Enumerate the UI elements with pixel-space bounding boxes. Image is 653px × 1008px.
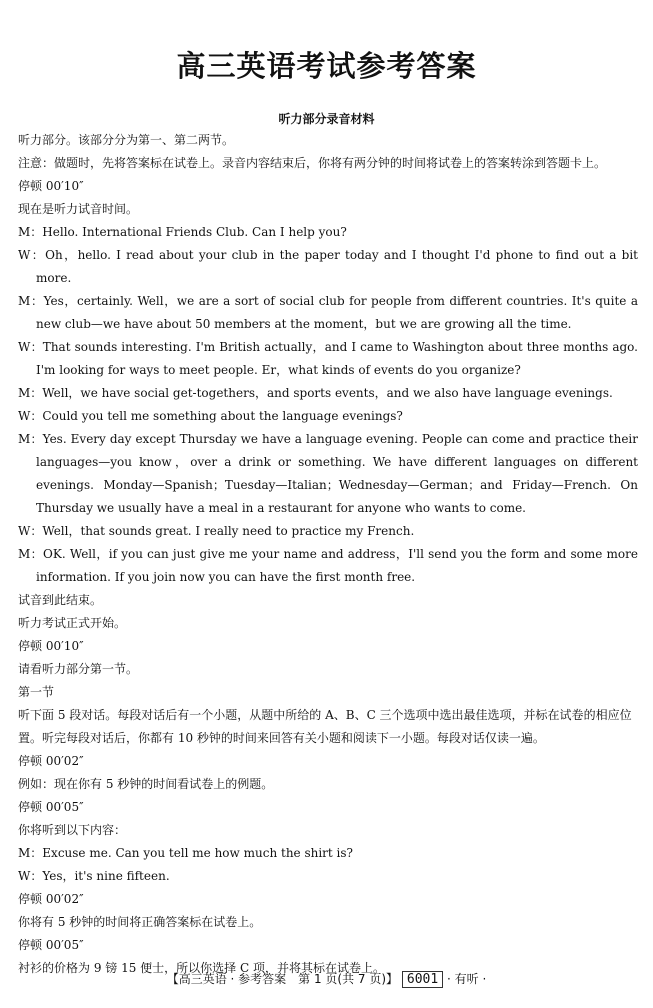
- dialogue-line: M：Well，we have social get-togethers，and sports events，and we also have language evenings.: [18, 386, 613, 400]
- transcript-body: [18, 129, 638, 980]
- dialogue-line: W：That sounds interesting. I'm British actually，and I came to Washington about three months ago. I'm looking for ways to meet people. Er，what kinds of events do you organize?: [18, 340, 638, 377]
- transcript-line: M：Excuse me. Can you tell me how much the shirt is?: [18, 846, 353, 860]
- transcript-line: 衬衫的价格为 9 镑 15 便士，所以你选择 C 项，并将其标在试卷上。: [18, 961, 385, 975]
- footer-label: 【高三英语 · 参考答案 第 1 页(共 7 页)】: [166, 972, 399, 986]
- transcript-line: W：Yes，it's nine fifteen.: [18, 869, 170, 883]
- dialogue-line: M：Hello. International Friends Club. Can I help you?: [18, 225, 347, 239]
- transcript-line: 听力考试正式开始。: [18, 616, 127, 630]
- transcript-line: 停顿 00′05″: [18, 800, 84, 814]
- page-footer: [0, 970, 653, 988]
- transcript-line: 听下面 5 段对话。每段对话后有一个小题，从题中所给的 A、B、C 三个选项中选出最佳选项，并标在试卷的相应位置。听完每段对话后，你都有 10 秒钟的时间来回答有关小题和阅读下一小题。每段对话仅读一遍。: [18, 708, 632, 745]
- dialogue-line: M：Yes. Every day except Thursday we have a language evening. People can come and practice their languages—you know，over a drink or something. We have different languages on different evenings. Monday—Spanish；Tuesday—Italian；Wednesday—German；and Friday—French. On Thursday we usually have a meal in a restaurant for anyone who wants to come.: [18, 432, 638, 515]
- transcript-line: 请看听力部分第一节。: [18, 662, 139, 676]
- dialogue-line: W：Could you tell me something about the language evenings?: [18, 409, 403, 423]
- dialogue-line: M：OK. Well，if you can just give me your name and address，I'll send you the form and some more information. If you join now you can have the first month free.: [18, 547, 638, 584]
- transcript-line: 停顿 00′05″: [18, 938, 84, 952]
- transcript-line: 现在是听力试音时间。: [18, 202, 139, 216]
- transcript-line: 停顿 00′02″: [18, 754, 84, 768]
- dialogue-line: W：Well，that sounds great. I really need to practice my French.: [18, 524, 415, 538]
- dialogue-line: M：Yes，certainly. Well，we are a sort of social club for people from different countries. It's quite a new club—we have about 50 members at the moment，but we are growing all the time.: [18, 294, 638, 331]
- page-title: 高三英语考试参考答案: [176, 49, 477, 83]
- section-subtitle: 听力部分录音材料: [278, 112, 375, 126]
- transcript-line: 你将有 5 秒钟的时间将正确答案标在试卷上。: [18, 915, 262, 929]
- footer-suffix: · 有听 ·: [447, 972, 487, 986]
- transcript-line: 停顿 00′10″: [18, 179, 84, 193]
- transcript-line: 第一节: [18, 685, 55, 699]
- transcript-line: 试音到此结束。: [18, 593, 103, 607]
- transcript-line: 停顿 00′10″: [18, 639, 84, 653]
- transcript-line: 你将听到以下内容：: [18, 823, 127, 837]
- transcript-line: 注意：做题时，先将答案标在试卷上。录音内容结束后，你将有两分钟的时间将试卷上的答案转涂到答题卡上。: [18, 156, 607, 170]
- dialogue-line: W：Oh，hello. I read about your club in the paper today and I thought I'd phone to find out a bit more.: [18, 248, 638, 285]
- transcript-line: 例如：现在你有 5 秒钟的时间看试卷上的例题。: [18, 777, 274, 791]
- transcript-line: 听力部分。该部分分为第一、第二两节。: [18, 133, 235, 147]
- paper-code-box: 6001: [402, 971, 443, 988]
- transcript-line: 停顿 00′02″: [18, 892, 84, 906]
